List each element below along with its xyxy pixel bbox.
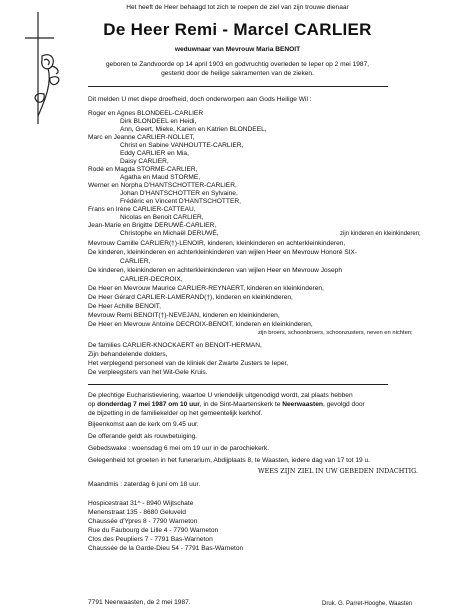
- address-line: Hospicestraat 31^ - 8940 Wijtschate: [88, 500, 194, 507]
- ceremony-line: de bijzetting in de familiekelder op het gemeentelijk kerkhof.: [88, 410, 263, 417]
- relatives-note: zijn broers, schoonbroers, schoonzusters, neven en nichten;: [258, 330, 413, 336]
- month-mind-line: Maandmis : zaterdag 6 juni om 18 uur.: [88, 481, 201, 488]
- intro-line: Dit melden U met diepe droefheid, doch onderworpen aan Gods Heilige Wil :: [88, 96, 312, 103]
- relative-line: CARLIER-DECROIX,: [120, 276, 183, 283]
- relative-line: De kinderen, kleinkinderen en achterkleinkinderen van wijlen Heer en Mevrouw Joseph: [88, 267, 343, 274]
- ceremony-datetime: donderdag 7 mei 1987 om 10 uur: [97, 401, 200, 408]
- ceremony-place: Neerwaasten: [282, 401, 323, 408]
- relative-line: De Heer Achille BENOIT,: [88, 303, 161, 310]
- place-date-line: 7791 Neerwaasten, de 2 mei 1987.: [88, 599, 191, 606]
- birth-death-line: geboren te Zandvoorde op 14 april 1903 en godvruchtig overleden te Ieper op 2 mei 1987,: [105, 61, 370, 68]
- family-line: Eddy CARLIER en Mia,: [120, 150, 189, 157]
- family-line: Christophe en Michaël DERUWÉ,: [120, 230, 219, 237]
- closing-line: De verpleegsters van het Wit-Gele Kruis.: [88, 369, 208, 376]
- relative-line: CARLIER,: [120, 258, 151, 265]
- relative-line: De kinderen, kleinkinderen en achterkleinkinderen van wijlen Heer en Mevrouw Honoré SIX-: [88, 249, 358, 256]
- family-line: Ann, Geert, Mieke, Karien en Katrien BLONDEEL,: [120, 126, 267, 133]
- ceremony-text: , gevolgd door: [322, 401, 365, 408]
- printer-line: Druk. G. Parret-Hooghe, Waasten: [322, 601, 413, 607]
- address-line: Chaussée d'Ypres 8 - 7790 Warneton: [88, 518, 198, 525]
- ceremony-date-line: [88, 401, 365, 409]
- divider: [88, 86, 388, 87]
- ceremony-line: De plechtige Eucharistieviering, waartoe U vriendelijk uitgenodigd wordt, zal plaats hebben: [88, 392, 353, 399]
- family-line: Rodé en Magda STORME-CARLIER,: [88, 166, 198, 173]
- address-line: Chaussée de la Garde-Dieu 54 - 7791 Bas-Warneton: [88, 545, 244, 552]
- family-line: Roger en Agnes BLONDEEL-CARLIER: [88, 110, 204, 117]
- relative-line: Mevrouw Remi BENOIT(†)-NEVEJAN, kinderen en kleinkinderen,: [88, 312, 280, 319]
- family-line: Werner en Norpha D'HANTSCHOTTER-CARLIER,: [88, 182, 237, 189]
- family-line: Nicolas en Benoit CARLIER,: [120, 214, 204, 221]
- spouse-line: weduwnaar van Mevrouw Maria BENOIT: [174, 46, 301, 53]
- ceremony-text: , in de Sint-Maartenskerk te: [199, 401, 283, 408]
- ceremony-text: op: [88, 401, 98, 408]
- closing-line: Het verplegend personeel van de kliniek der Zwarte Zusters te Ieper,: [88, 360, 289, 367]
- relative-line: Mevrouw Camille CARLIER(†)-LENOIR, kinderen, kleinkinderen en achterkleinkinderen,: [88, 240, 346, 247]
- prayer-vigil-line: Gebedswake : woensdag 6 mei om 19 uur in de parochiekerk.: [88, 445, 270, 452]
- family-line: Jean-Marie en Brigitte DERUWÉ-CARLIER,: [88, 222, 217, 229]
- family-line: Frédéric en Vincent D'HANTSCHOTTER,: [120, 198, 241, 205]
- address-line: Menenstraat 135 - 8680 Geluveld: [88, 509, 186, 516]
- address-line: Rue du Faubourg de Lille 4 - 7790 Warneton: [88, 527, 219, 534]
- family-line: Marc en Jeanne CARLIER-NOLLET,: [88, 134, 195, 141]
- closing-line: De families CARLIER-KNOCKAERT en BENOIT-HERMAN,: [88, 342, 262, 349]
- farewell-line: Gelegenheid tot groeten in het funerarium, Abdijplaats 8, te Waasten, iedere dag van 17 tot 19 u.: [88, 457, 371, 464]
- family-line: Christ en Sabine VANHOUTTE-CARLIER,: [120, 142, 244, 149]
- announcement-line: Het heeft de Heer behaagd tot zich te roepen de ziel van zijn trouwe dienaar: [126, 4, 349, 11]
- divider: [88, 384, 388, 385]
- closing-line: Zijn behandelende dokters,: [88, 351, 168, 358]
- family-line: Johan D'HANTSCHOTTER en Sylvaine,: [120, 190, 238, 197]
- offering-line: De offerande geldt als rouwbetuiging.: [88, 433, 198, 440]
- relative-line: De Heer Gérard CARLIER-LAMERAND(†), kinderen en kleinkinderen,: [88, 294, 293, 301]
- gathering-line: Bijeenkomst aan de kerk om 9.45 uur.: [88, 421, 199, 428]
- family-line: Dirk BLONDEEL en Heidi,: [120, 118, 197, 125]
- relative-line: De Heer en Mevrouw Antoine DECROIX-BENOIT, kinderen en kleinkinderen,: [88, 321, 313, 328]
- family-line: Frans en Irène CARLIER-CATTEAU,: [88, 206, 196, 213]
- motto-line: WEES ZIJN ZIEL IN UW GEBEDEN INDACHTIG.: [258, 467, 419, 475]
- family-line: Daisy CARLIER,: [120, 158, 169, 165]
- relative-line: De Heer en Mevrouw Maurice CARLIER-REYNAERT, kinderen en kleinkinderen,: [88, 285, 324, 292]
- family-line: Agatha en Maud STORME,: [120, 174, 201, 181]
- deceased-name: De Heer Remi - Marcel CARLIER: [103, 20, 372, 39]
- sacraments-line: gesterkt door de heilige sakramenten van de zieken.: [161, 70, 314, 77]
- family-note: zijn kinderen en kleinkinderen;: [340, 231, 421, 237]
- address-line: Clos des Peupliers 7 - 7791 Bas-Warneton: [88, 536, 213, 543]
